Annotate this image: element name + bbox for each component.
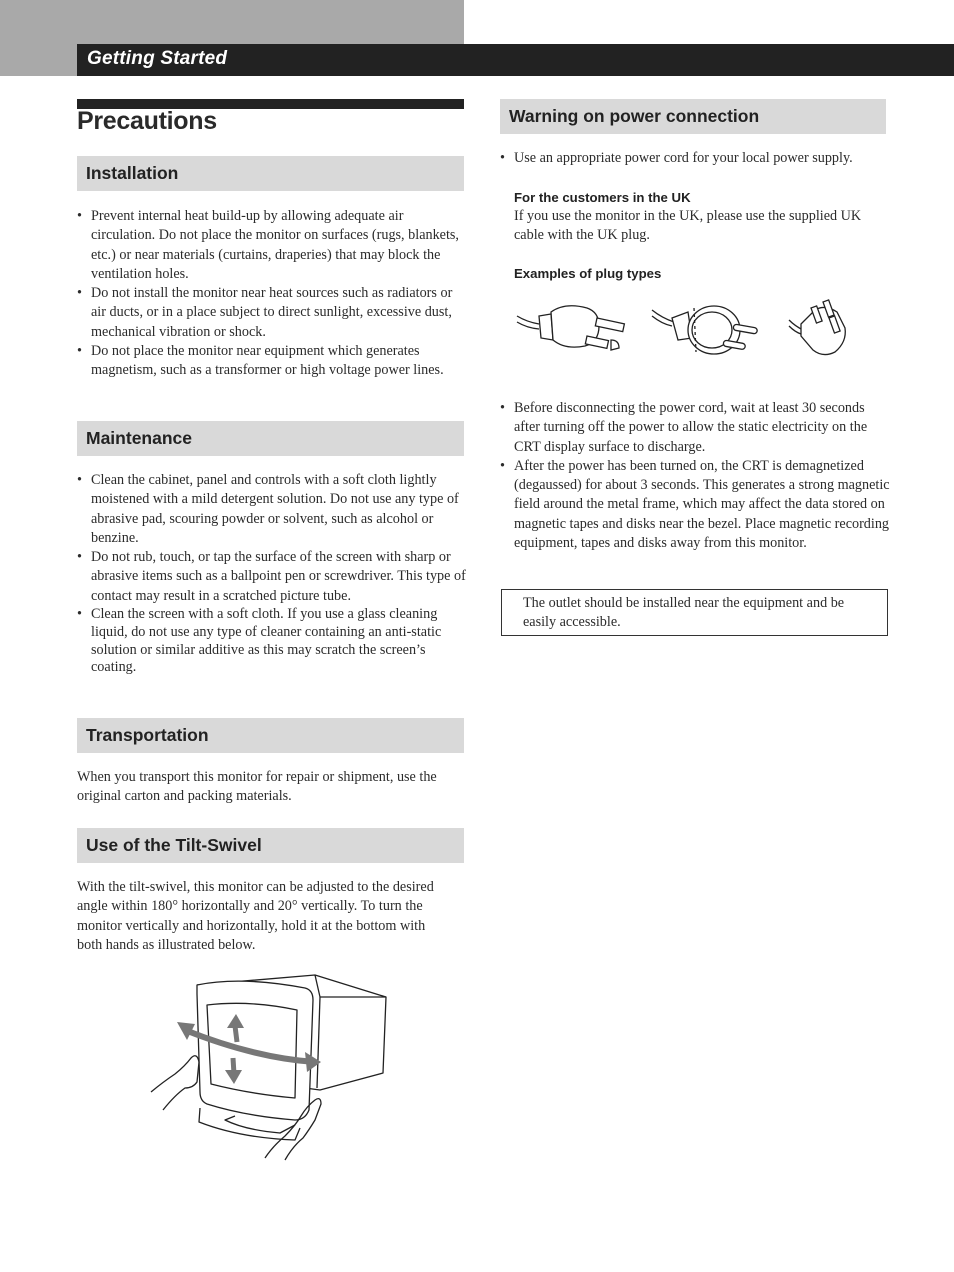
tilt-swivel-heading-bar xyxy=(77,828,464,863)
list-item: • Clean the screen with a soft cloth. If you use a glass cleaning liquid, do not use any type of cleaner containing an anti-static solution or similar additive as this may scratch the screen’s coating. xyxy=(77,606,467,677)
power-bullets2-wrap xyxy=(500,399,892,553)
uk-subheading: For the customers in the UK xyxy=(514,190,691,205)
installation-heading-bar xyxy=(77,156,464,191)
plug-types-subheading: Examples of plug types xyxy=(514,266,662,281)
power-list xyxy=(500,149,885,168)
installation-heading: Installation xyxy=(86,163,179,183)
section-header-bar xyxy=(77,44,954,76)
transportation-heading-bar xyxy=(77,718,464,753)
plug-type-b-icon xyxy=(650,298,765,360)
power-list-2 xyxy=(500,399,892,553)
list-item: • Do not rub, touch, or tap the surface of the screen with sharp or abrasive items such as a ballpoint pen or screwdriver. This type of contact may result in a scratched picture tube. xyxy=(77,548,467,606)
maintenance-heading-bar xyxy=(77,421,464,456)
tilt-swivel-text: With the tilt-swivel, this monitor can be adjusted to the desired angle within 180° horizontally and 20° vertically. To turn the monitor vertically and horizontally, hold it at the bottom with both hands as illustrated below. xyxy=(77,879,434,953)
list-item: • Clean the cabinet, panel and controls with a soft cloth lightly moistened with a mild detergent solution. Do not use any type of abrasive pad, scouring powder or solvent, such as alcohol or benzine. xyxy=(77,471,467,548)
transportation-text: When you transport this monitor for repair or shipment, use the original carton and packing materials. xyxy=(77,769,437,805)
list-item: • Use an appropriate power cord for your local power supply. xyxy=(500,149,885,168)
list-item: • Before disconnecting the power cord, wait at least 30 seconds after turning off the power to allow the static electricity on the CRT display surface to discharge. xyxy=(500,399,892,457)
installation-list xyxy=(77,207,467,381)
section-label: Getting Started xyxy=(87,48,228,69)
installation-list-wrap xyxy=(77,207,467,381)
plug-type-uk-icon xyxy=(785,298,850,360)
page-title: Precautions xyxy=(77,107,217,135)
power-bullet-wrap xyxy=(500,149,885,168)
tilt-swivel-heading: Use of the Tilt-Swivel xyxy=(86,835,262,855)
transportation-heading: Transportation xyxy=(86,725,209,745)
monitor-tilt-swivel-illustration xyxy=(145,970,395,1165)
maintenance-heading: Maintenance xyxy=(86,428,192,448)
power-heading: Warning on power connection xyxy=(509,106,760,126)
plug-type-a-icon xyxy=(515,298,630,358)
list-item: • Prevent internal heat build-up by allowing adequate air circulation. Do not place the monitor on surfaces (rugs, blankets, etc.) or near materials (curtains, draperies) that may block the ventilation holes. xyxy=(77,207,467,284)
power-heading-bar xyxy=(500,99,886,134)
outlet-note-box xyxy=(501,589,888,636)
list-item: • Do not install the monitor near heat sources such as radiators or air ducts, or in a place subject to direct sunlight, excessive dust, mechanical vibration or shock. xyxy=(77,284,467,342)
list-item: • Do not place the monitor near equipment which generates magnetism, such as a transformer or high voltage power lines. xyxy=(77,342,467,381)
list-item: • After the power has been turned on, the CRT is demagnetized (degaussed) for about 3 seconds. This generates a strong magnetic field around the metal frame, which may affect the data stored on magnetic tapes and disks near the bezel. Place magnetic recording equipment, tapes and disks away from this monitor. xyxy=(500,457,892,553)
maintenance-list xyxy=(77,471,467,677)
maintenance-list-wrap xyxy=(77,471,467,677)
outlet-note-text: The outlet should be installed near the equipment and be easily accessible. xyxy=(523,595,845,631)
uk-text: If you use the monitor in the UK, please use the supplied UK cable with the UK plug. xyxy=(514,208,862,244)
